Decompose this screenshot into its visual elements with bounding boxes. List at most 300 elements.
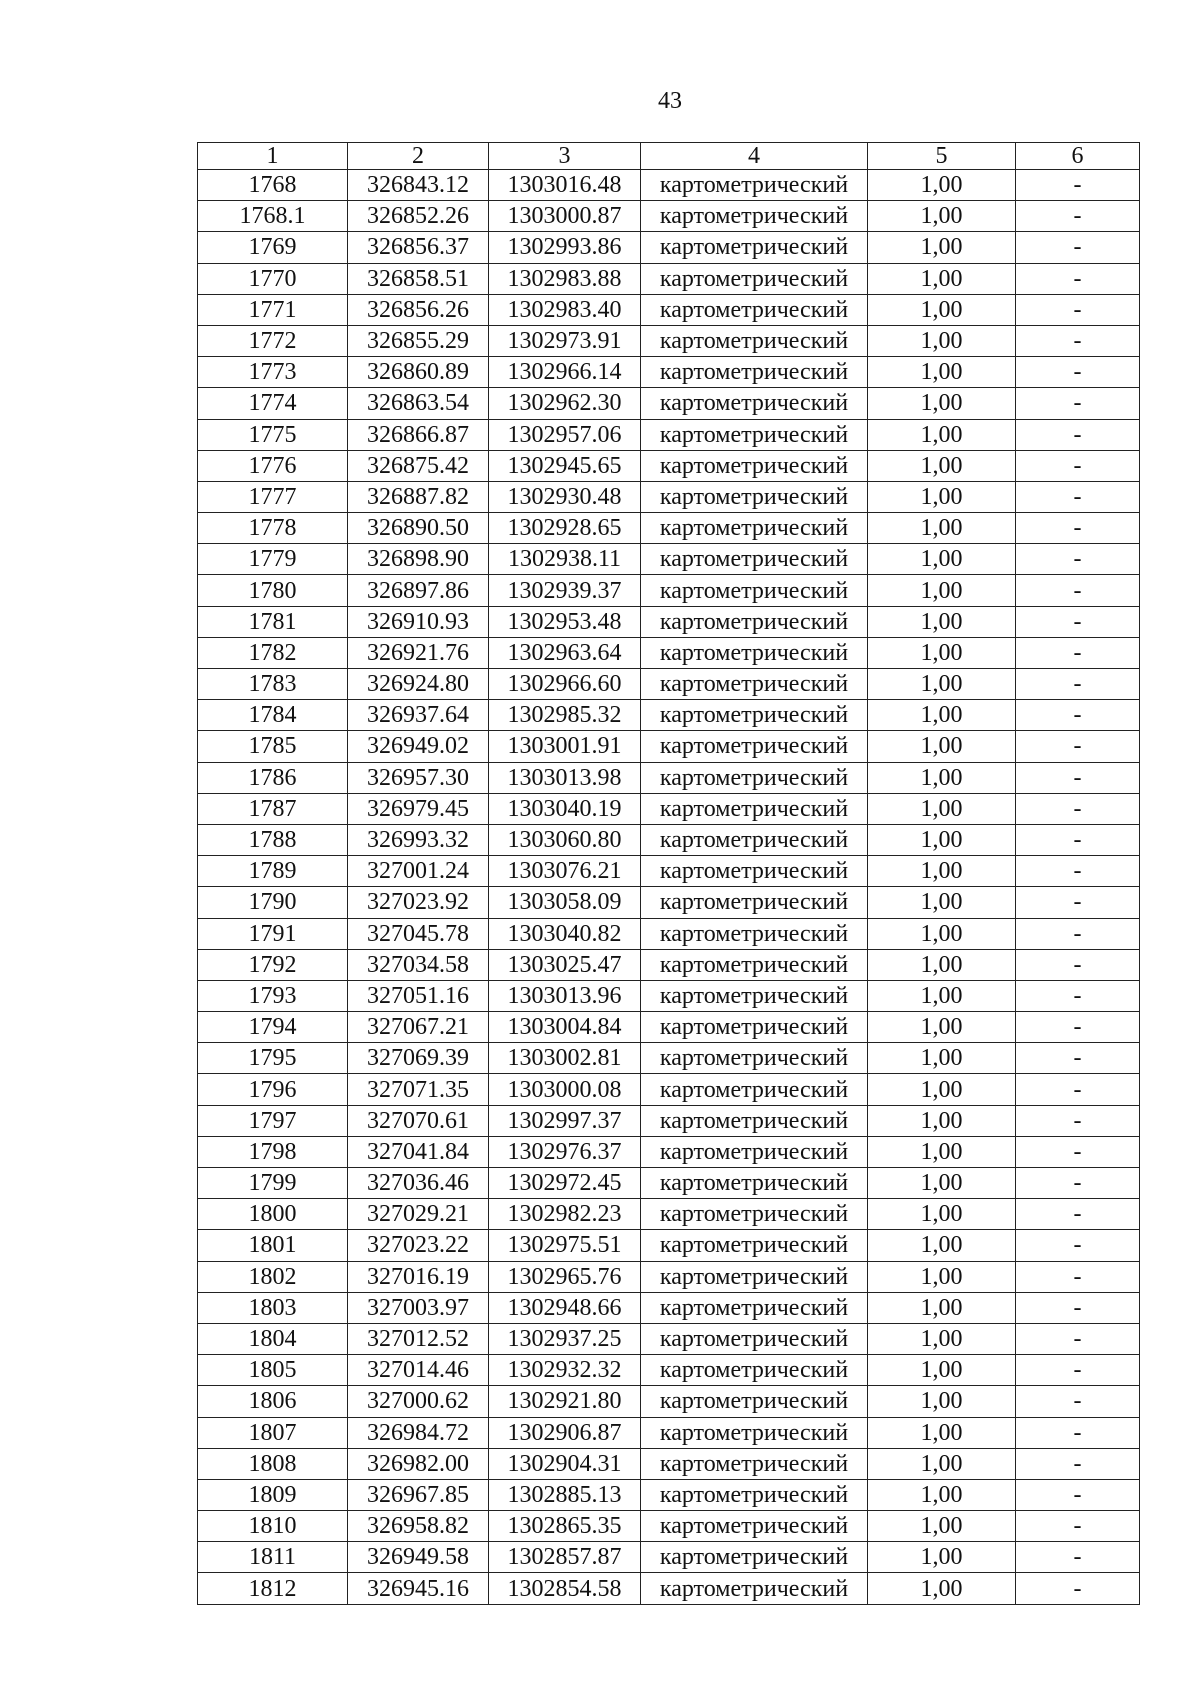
method-cell: картометрический bbox=[641, 669, 868, 700]
x-coordinate-cell: 327023.92 bbox=[348, 887, 489, 918]
table-row bbox=[198, 918, 1140, 949]
y-coordinate-cell: 1303060.80 bbox=[489, 824, 641, 855]
point-number-cell: 1800 bbox=[198, 1199, 348, 1230]
table-row bbox=[198, 1355, 1140, 1386]
page-number-text: 43 bbox=[658, 88, 682, 114]
method-cell: картометрический bbox=[641, 201, 868, 232]
point-number-cell: 1807 bbox=[198, 1417, 348, 1448]
point-number-cell: 1772 bbox=[198, 325, 348, 356]
y-coordinate-cell: 1302963.64 bbox=[489, 637, 641, 668]
table-row bbox=[198, 1292, 1140, 1323]
point-number-cell: 1775 bbox=[198, 419, 348, 450]
point-number-cell: 1794 bbox=[198, 1012, 348, 1043]
method-cell: картометрический bbox=[641, 232, 868, 263]
note-cell: - bbox=[1016, 1292, 1140, 1323]
method-cell: картометрический bbox=[641, 263, 868, 294]
method-cell: картометрический bbox=[641, 544, 868, 575]
accuracy-cell: 1,00 bbox=[868, 856, 1016, 887]
accuracy-cell: 1,00 bbox=[868, 1199, 1016, 1230]
accuracy-cell: 1,00 bbox=[868, 637, 1016, 668]
note-cell: - bbox=[1016, 1386, 1140, 1417]
method-cell: картометрический bbox=[641, 1136, 868, 1167]
accuracy-cell: 1,00 bbox=[868, 1511, 1016, 1542]
x-coordinate-cell: 326860.89 bbox=[348, 357, 489, 388]
header-cell-3: 3 bbox=[489, 143, 641, 170]
y-coordinate-cell: 1302957.06 bbox=[489, 419, 641, 450]
accuracy-cell: 1,00 bbox=[868, 325, 1016, 356]
table-row bbox=[198, 824, 1140, 855]
y-coordinate-cell: 1302972.45 bbox=[489, 1168, 641, 1199]
table-row bbox=[198, 1261, 1140, 1292]
point-number-cell: 1771 bbox=[198, 294, 348, 325]
method-cell: картометрический bbox=[641, 856, 868, 887]
note-cell: - bbox=[1016, 949, 1140, 980]
x-coordinate-cell: 327016.19 bbox=[348, 1261, 489, 1292]
method-cell: картометрический bbox=[641, 1199, 868, 1230]
table-row bbox=[198, 513, 1140, 544]
method-cell: картометрический bbox=[641, 1573, 868, 1604]
note-cell: - bbox=[1016, 1043, 1140, 1074]
method-cell: картометрический bbox=[641, 1511, 868, 1542]
table-row bbox=[198, 637, 1140, 668]
table-row bbox=[198, 669, 1140, 700]
point-number-cell: 1810 bbox=[198, 1511, 348, 1542]
point-number-cell: 1787 bbox=[198, 793, 348, 824]
note-cell: - bbox=[1016, 606, 1140, 637]
x-coordinate-cell: 326897.86 bbox=[348, 575, 489, 606]
table-row bbox=[198, 325, 1140, 356]
accuracy-cell: 1,00 bbox=[868, 669, 1016, 700]
table-row bbox=[198, 1074, 1140, 1105]
table-row bbox=[198, 793, 1140, 824]
accuracy-cell: 1,00 bbox=[868, 1355, 1016, 1386]
method-cell: картометрический bbox=[641, 1448, 868, 1479]
x-coordinate-cell: 326984.72 bbox=[348, 1417, 489, 1448]
accuracy-cell: 1,00 bbox=[868, 731, 1016, 762]
accuracy-cell: 1,00 bbox=[868, 824, 1016, 855]
note-cell: - bbox=[1016, 1012, 1140, 1043]
point-number-cell: 1798 bbox=[198, 1136, 348, 1167]
table-row bbox=[198, 1448, 1140, 1479]
point-number-cell: 1785 bbox=[198, 731, 348, 762]
y-coordinate-cell: 1303058.09 bbox=[489, 887, 641, 918]
method-cell: картометрический bbox=[641, 388, 868, 419]
x-coordinate-cell: 327001.24 bbox=[348, 856, 489, 887]
table-row bbox=[198, 1043, 1140, 1074]
method-cell: картометрический bbox=[641, 1012, 868, 1043]
y-coordinate-cell: 1302857.87 bbox=[489, 1542, 641, 1573]
point-number-cell: 1801 bbox=[198, 1230, 348, 1261]
table-row bbox=[198, 419, 1140, 450]
point-number-cell: 1773 bbox=[198, 357, 348, 388]
method-cell: картометрический bbox=[641, 1043, 868, 1074]
method-cell: картометрический bbox=[641, 918, 868, 949]
accuracy-cell: 1,00 bbox=[868, 1448, 1016, 1479]
method-cell: картометрический bbox=[641, 949, 868, 980]
point-number-cell: 1792 bbox=[198, 949, 348, 980]
accuracy-cell: 1,00 bbox=[868, 575, 1016, 606]
note-cell: - bbox=[1016, 793, 1140, 824]
method-cell: картометрический bbox=[641, 1230, 868, 1261]
accuracy-cell: 1,00 bbox=[868, 1417, 1016, 1448]
point-number-cell: 1786 bbox=[198, 762, 348, 793]
table-row bbox=[198, 731, 1140, 762]
accuracy-cell: 1,00 bbox=[868, 949, 1016, 980]
table-body bbox=[198, 170, 1140, 1605]
y-coordinate-cell: 1302921.80 bbox=[489, 1386, 641, 1417]
point-number-cell: 1793 bbox=[198, 980, 348, 1011]
accuracy-cell: 1,00 bbox=[868, 263, 1016, 294]
x-coordinate-cell: 326979.45 bbox=[348, 793, 489, 824]
y-coordinate-cell: 1302939.37 bbox=[489, 575, 641, 606]
y-coordinate-cell: 1302965.76 bbox=[489, 1261, 641, 1292]
point-number-cell: 1803 bbox=[198, 1292, 348, 1323]
note-cell: - bbox=[1016, 357, 1140, 388]
x-coordinate-cell: 326924.80 bbox=[348, 669, 489, 700]
y-coordinate-cell: 1303040.19 bbox=[489, 793, 641, 824]
note-cell: - bbox=[1016, 1355, 1140, 1386]
table-row bbox=[198, 232, 1140, 263]
point-number-cell: 1797 bbox=[198, 1105, 348, 1136]
x-coordinate-cell: 327069.39 bbox=[348, 1043, 489, 1074]
accuracy-cell: 1,00 bbox=[868, 762, 1016, 793]
y-coordinate-cell: 1302973.91 bbox=[489, 325, 641, 356]
x-coordinate-cell: 326843.12 bbox=[348, 170, 489, 201]
x-coordinate-cell: 326863.54 bbox=[348, 388, 489, 419]
table-row bbox=[198, 1417, 1140, 1448]
note-cell: - bbox=[1016, 918, 1140, 949]
y-coordinate-cell: 1302983.40 bbox=[489, 294, 641, 325]
note-cell: - bbox=[1016, 824, 1140, 855]
note-cell: - bbox=[1016, 201, 1140, 232]
accuracy-cell: 1,00 bbox=[868, 201, 1016, 232]
note-cell: - bbox=[1016, 544, 1140, 575]
note-cell: - bbox=[1016, 263, 1140, 294]
table-row bbox=[198, 1168, 1140, 1199]
accuracy-cell: 1,00 bbox=[868, 1386, 1016, 1417]
method-cell: картометрический bbox=[641, 1386, 868, 1417]
accuracy-cell: 1,00 bbox=[868, 1136, 1016, 1167]
point-number-cell: 1812 bbox=[198, 1573, 348, 1604]
note-cell: - bbox=[1016, 1511, 1140, 1542]
x-coordinate-cell: 327029.21 bbox=[348, 1199, 489, 1230]
x-coordinate-cell: 327067.21 bbox=[348, 1012, 489, 1043]
header-cell-5: 5 bbox=[868, 143, 1016, 170]
method-cell: картометрический bbox=[641, 1261, 868, 1292]
method-cell: картометрический bbox=[641, 1105, 868, 1136]
table-row bbox=[198, 388, 1140, 419]
method-cell: картометрический bbox=[641, 357, 868, 388]
note-cell: - bbox=[1016, 669, 1140, 700]
table-row bbox=[198, 544, 1140, 575]
method-cell: картометрический bbox=[641, 170, 868, 201]
y-coordinate-cell: 1303004.84 bbox=[489, 1012, 641, 1043]
header-cell-6: 6 bbox=[1016, 143, 1140, 170]
y-coordinate-cell: 1302962.30 bbox=[489, 388, 641, 419]
x-coordinate-cell: 326866.87 bbox=[348, 419, 489, 450]
y-coordinate-cell: 1302948.66 bbox=[489, 1292, 641, 1323]
y-coordinate-cell: 1302904.31 bbox=[489, 1448, 641, 1479]
point-number-cell: 1799 bbox=[198, 1168, 348, 1199]
note-cell: - bbox=[1016, 481, 1140, 512]
table-row bbox=[198, 887, 1140, 918]
y-coordinate-cell: 1302976.37 bbox=[489, 1136, 641, 1167]
note-cell: - bbox=[1016, 294, 1140, 325]
y-coordinate-cell: 1302945.65 bbox=[489, 450, 641, 481]
header-row bbox=[198, 143, 1140, 170]
method-cell: картометрический bbox=[641, 1323, 868, 1354]
method-cell: картометрический bbox=[641, 419, 868, 450]
note-cell: - bbox=[1016, 887, 1140, 918]
table-row bbox=[198, 201, 1140, 232]
table-row bbox=[198, 450, 1140, 481]
note-cell: - bbox=[1016, 1542, 1140, 1573]
y-coordinate-cell: 1303001.91 bbox=[489, 731, 641, 762]
accuracy-cell: 1,00 bbox=[868, 1230, 1016, 1261]
y-coordinate-cell: 1303000.08 bbox=[489, 1074, 641, 1105]
note-cell: - bbox=[1016, 325, 1140, 356]
x-coordinate-cell: 326856.37 bbox=[348, 232, 489, 263]
point-number-cell: 1783 bbox=[198, 669, 348, 700]
y-coordinate-cell: 1302997.37 bbox=[489, 1105, 641, 1136]
method-cell: картометрический bbox=[641, 1074, 868, 1105]
method-cell: картометрический bbox=[641, 824, 868, 855]
accuracy-cell: 1,00 bbox=[868, 170, 1016, 201]
note-cell: - bbox=[1016, 388, 1140, 419]
accuracy-cell: 1,00 bbox=[868, 1261, 1016, 1292]
table-row bbox=[198, 949, 1140, 980]
accuracy-cell: 1,00 bbox=[868, 1105, 1016, 1136]
x-coordinate-cell: 326957.30 bbox=[348, 762, 489, 793]
y-coordinate-cell: 1302985.32 bbox=[489, 700, 641, 731]
accuracy-cell: 1,00 bbox=[868, 1323, 1016, 1354]
note-cell: - bbox=[1016, 1168, 1140, 1199]
y-coordinate-cell: 1302930.48 bbox=[489, 481, 641, 512]
table-row bbox=[198, 856, 1140, 887]
x-coordinate-cell: 327036.46 bbox=[348, 1168, 489, 1199]
table-row bbox=[198, 1012, 1140, 1043]
table-row bbox=[198, 294, 1140, 325]
point-number-cell: 1781 bbox=[198, 606, 348, 637]
method-cell: картометрический bbox=[641, 294, 868, 325]
x-coordinate-cell: 326921.76 bbox=[348, 637, 489, 668]
point-number-cell: 1811 bbox=[198, 1542, 348, 1573]
table-row bbox=[198, 1323, 1140, 1354]
x-coordinate-cell: 327003.97 bbox=[348, 1292, 489, 1323]
y-coordinate-cell: 1302982.23 bbox=[489, 1199, 641, 1230]
table-row bbox=[198, 1542, 1140, 1573]
note-cell: - bbox=[1016, 419, 1140, 450]
x-coordinate-cell: 327000.62 bbox=[348, 1386, 489, 1417]
point-number-cell: 1768 bbox=[198, 170, 348, 201]
note-cell: - bbox=[1016, 1136, 1140, 1167]
table-row bbox=[198, 1479, 1140, 1510]
y-coordinate-cell: 1303025.47 bbox=[489, 949, 641, 980]
table-row bbox=[198, 1199, 1140, 1230]
x-coordinate-cell: 326967.85 bbox=[348, 1479, 489, 1510]
table-row bbox=[198, 1511, 1140, 1542]
note-cell: - bbox=[1016, 575, 1140, 606]
table-row bbox=[198, 980, 1140, 1011]
table-row bbox=[198, 1230, 1140, 1261]
accuracy-cell: 1,00 bbox=[868, 1012, 1016, 1043]
table-row bbox=[198, 357, 1140, 388]
point-number-cell: 1769 bbox=[198, 232, 348, 263]
accuracy-cell: 1,00 bbox=[868, 980, 1016, 1011]
accuracy-cell: 1,00 bbox=[868, 1043, 1016, 1074]
x-coordinate-cell: 327041.84 bbox=[348, 1136, 489, 1167]
y-coordinate-cell: 1303002.81 bbox=[489, 1043, 641, 1074]
y-coordinate-cell: 1302953.48 bbox=[489, 606, 641, 637]
method-cell: картометрический bbox=[641, 637, 868, 668]
point-number-cell: 1777 bbox=[198, 481, 348, 512]
point-number-cell: 1782 bbox=[198, 637, 348, 668]
x-coordinate-cell: 327023.22 bbox=[348, 1230, 489, 1261]
header-cell-2: 2 bbox=[348, 143, 489, 170]
y-coordinate-cell: 1302928.65 bbox=[489, 513, 641, 544]
table-row bbox=[198, 263, 1140, 294]
y-coordinate-cell: 1303040.82 bbox=[489, 918, 641, 949]
table-row bbox=[198, 700, 1140, 731]
y-coordinate-cell: 1302865.35 bbox=[489, 1511, 641, 1542]
accuracy-cell: 1,00 bbox=[868, 481, 1016, 512]
y-coordinate-cell: 1302966.14 bbox=[489, 357, 641, 388]
method-cell: картометрический bbox=[641, 887, 868, 918]
point-number-cell: 1770 bbox=[198, 263, 348, 294]
point-number-cell: 1788 bbox=[198, 824, 348, 855]
y-coordinate-cell: 1303013.98 bbox=[489, 762, 641, 793]
x-coordinate-cell: 327034.58 bbox=[348, 949, 489, 980]
accuracy-cell: 1,00 bbox=[868, 793, 1016, 824]
x-coordinate-cell: 326875.42 bbox=[348, 450, 489, 481]
method-cell: картометрический bbox=[641, 1542, 868, 1573]
point-number-cell: 1778 bbox=[198, 513, 348, 544]
note-cell: - bbox=[1016, 1105, 1140, 1136]
note-cell: - bbox=[1016, 1230, 1140, 1261]
accuracy-cell: 1,00 bbox=[868, 606, 1016, 637]
point-number-cell: 1784 bbox=[198, 700, 348, 731]
method-cell: картометрический bbox=[641, 700, 868, 731]
point-number-cell: 1796 bbox=[198, 1074, 348, 1105]
note-cell: - bbox=[1016, 1479, 1140, 1510]
note-cell: - bbox=[1016, 1074, 1140, 1105]
y-coordinate-cell: 1302906.87 bbox=[489, 1417, 641, 1448]
table-row bbox=[198, 1386, 1140, 1417]
x-coordinate-cell: 326949.02 bbox=[348, 731, 489, 762]
method-cell: картометрический bbox=[641, 793, 868, 824]
accuracy-cell: 1,00 bbox=[868, 1074, 1016, 1105]
note-cell: - bbox=[1016, 1573, 1140, 1604]
note-cell: - bbox=[1016, 762, 1140, 793]
accuracy-cell: 1,00 bbox=[868, 294, 1016, 325]
y-coordinate-cell: 1303016.48 bbox=[489, 170, 641, 201]
method-cell: картометрический bbox=[641, 762, 868, 793]
note-cell: - bbox=[1016, 1261, 1140, 1292]
point-number-cell: 1795 bbox=[198, 1043, 348, 1074]
y-coordinate-cell: 1303076.21 bbox=[489, 856, 641, 887]
x-coordinate-cell: 327014.46 bbox=[348, 1355, 489, 1386]
point-number-cell: 1809 bbox=[198, 1479, 348, 1510]
accuracy-cell: 1,00 bbox=[868, 357, 1016, 388]
y-coordinate-cell: 1302993.86 bbox=[489, 232, 641, 263]
note-cell: - bbox=[1016, 1199, 1140, 1230]
note-cell: - bbox=[1016, 856, 1140, 887]
table-row bbox=[198, 606, 1140, 637]
accuracy-cell: 1,00 bbox=[868, 1573, 1016, 1604]
method-cell: картометрический bbox=[641, 1479, 868, 1510]
y-coordinate-cell: 1302937.25 bbox=[489, 1323, 641, 1354]
x-coordinate-cell: 326993.32 bbox=[348, 824, 489, 855]
method-cell: картометрический bbox=[641, 1355, 868, 1386]
x-coordinate-cell: 326855.29 bbox=[348, 325, 489, 356]
y-coordinate-cell: 1303013.96 bbox=[489, 980, 641, 1011]
x-coordinate-cell: 326937.64 bbox=[348, 700, 489, 731]
accuracy-cell: 1,00 bbox=[868, 450, 1016, 481]
method-cell: картометрический bbox=[641, 1292, 868, 1323]
method-cell: картометрический bbox=[641, 1417, 868, 1448]
x-coordinate-cell: 326982.00 bbox=[348, 1448, 489, 1479]
table-row bbox=[198, 170, 1140, 201]
table-row bbox=[198, 1573, 1140, 1604]
y-coordinate-cell: 1302938.11 bbox=[489, 544, 641, 575]
point-number-cell: 1806 bbox=[198, 1386, 348, 1417]
y-coordinate-cell: 1302854.58 bbox=[489, 1573, 641, 1604]
x-coordinate-cell: 327012.52 bbox=[348, 1323, 489, 1354]
method-cell: картометрический bbox=[641, 980, 868, 1011]
header-cell-1: 1 bbox=[198, 143, 348, 170]
note-cell: - bbox=[1016, 700, 1140, 731]
header-cell-4: 4 bbox=[641, 143, 868, 170]
table-row bbox=[198, 481, 1140, 512]
table-row bbox=[198, 1105, 1140, 1136]
x-coordinate-cell: 326898.90 bbox=[348, 544, 489, 575]
x-coordinate-cell: 326958.82 bbox=[348, 1511, 489, 1542]
y-coordinate-cell: 1302885.13 bbox=[489, 1479, 641, 1510]
method-cell: картометрический bbox=[641, 731, 868, 762]
point-number-cell: 1780 bbox=[198, 575, 348, 606]
point-number-cell: 1789 bbox=[198, 856, 348, 887]
point-number-cell: 1774 bbox=[198, 388, 348, 419]
note-cell: - bbox=[1016, 170, 1140, 201]
x-coordinate-cell: 326890.50 bbox=[348, 513, 489, 544]
table-row bbox=[198, 575, 1140, 606]
table-header bbox=[198, 143, 1140, 170]
point-number-cell: 1791 bbox=[198, 918, 348, 949]
accuracy-cell: 1,00 bbox=[868, 419, 1016, 450]
accuracy-cell: 1,00 bbox=[868, 1168, 1016, 1199]
coordinates-table bbox=[197, 142, 1140, 1605]
note-cell: - bbox=[1016, 513, 1140, 544]
method-cell: картометрический bbox=[641, 1168, 868, 1199]
page-number bbox=[0, 88, 1200, 115]
table-row bbox=[198, 762, 1140, 793]
point-number-cell: 1768.1 bbox=[198, 201, 348, 232]
method-cell: картометрический bbox=[641, 606, 868, 637]
table-row bbox=[198, 1136, 1140, 1167]
x-coordinate-cell: 327045.78 bbox=[348, 918, 489, 949]
method-cell: картометрический bbox=[641, 575, 868, 606]
x-coordinate-cell: 326949.58 bbox=[348, 1542, 489, 1573]
x-coordinate-cell: 326945.16 bbox=[348, 1573, 489, 1604]
accuracy-cell: 1,00 bbox=[868, 232, 1016, 263]
note-cell: - bbox=[1016, 1448, 1140, 1479]
note-cell: - bbox=[1016, 232, 1140, 263]
point-number-cell: 1808 bbox=[198, 1448, 348, 1479]
x-coordinate-cell: 326858.51 bbox=[348, 263, 489, 294]
x-coordinate-cell: 326887.82 bbox=[348, 481, 489, 512]
point-number-cell: 1779 bbox=[198, 544, 348, 575]
method-cell: картометрический bbox=[641, 325, 868, 356]
